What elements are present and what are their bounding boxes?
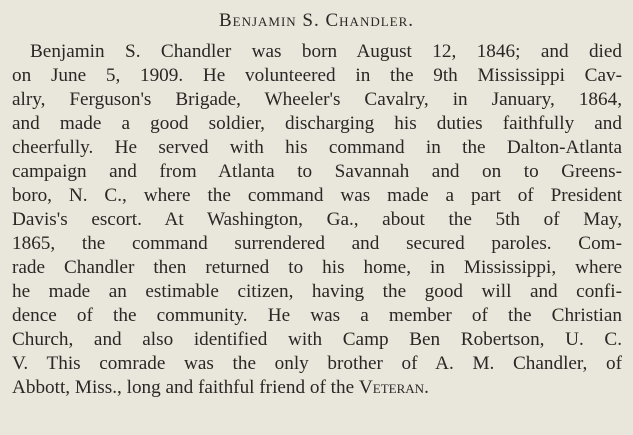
- paragraph-last-line: [12, 376, 622, 400]
- paragraph-line: 1865, the command surrendered and secured paroles. Com-: [12, 233, 622, 254]
- paragraph-line: on June 5, 1909. He volunteered in the 9th Mississippi Cav-: [12, 65, 622, 86]
- paragraph-line: and made a good soldier, discharging his duties faithfully and: [12, 113, 622, 134]
- paragraph-line: Benjamin S. Chandler was born August 12, 1846; and died: [30, 41, 622, 62]
- paragraph-line: Church, and also identified with Camp Ben Robertson, U. C.: [12, 329, 622, 350]
- article-title: Benjamin S. Chandler.: [218, 10, 415, 31]
- paragraph-line: rade Chandler then returned to his home, in Mississippi, where: [12, 257, 622, 278]
- paragraph-line: he made an estimable citizen, having the good will and confi-: [12, 281, 622, 302]
- veteran-small-caps: Veteran: [358, 377, 425, 398]
- last-line-period: .: [424, 377, 429, 398]
- paragraph-line: dence of the community. He was a member of the Christian: [12, 305, 622, 326]
- paragraph-line: V. This comrade was the only brother of A. M. Chandler, of: [12, 353, 622, 374]
- last-line-text: Abbott, Miss., long and faithful friend of the: [12, 377, 359, 398]
- paragraph-line: alry, Ferguson's Brigade, Wheeler's Cavalry, in January, 1864,: [12, 89, 622, 110]
- paragraph-line: Davis's escort. At Washington, Ga., about the 5th of May,: [12, 209, 622, 230]
- paragraph-line: cheerfully. He served with his command in the Dalton-Atlanta: [12, 137, 622, 158]
- paragraph-line: campaign and from Atlanta to Savannah and on to Greens-: [12, 161, 622, 182]
- paragraph-line: boro, N. C., where the command was made a part of President: [12, 185, 622, 206]
